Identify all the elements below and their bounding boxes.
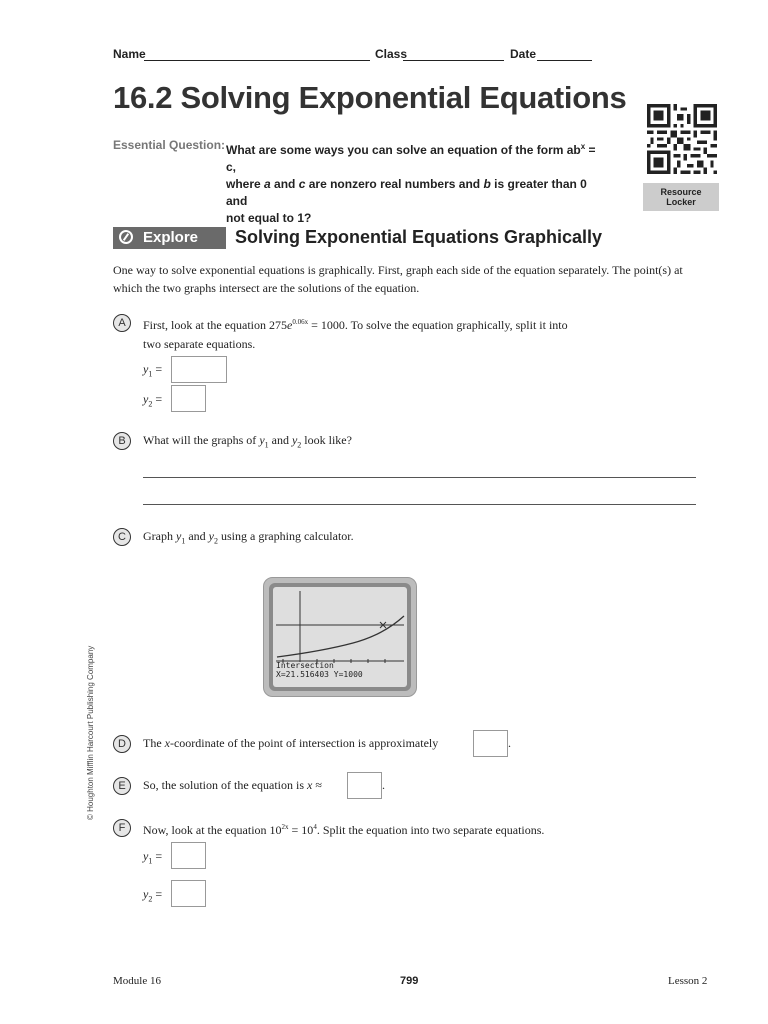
calculator-screenshot [263, 577, 417, 697]
step-badge-a: A [113, 314, 131, 332]
answer-line-b1[interactable] [143, 477, 696, 478]
footer-lesson: Lesson 2 [668, 975, 708, 987]
intro-paragraph: One way to solve exponential equations is graphically. First, graph each side of the equation separately. The point(s) at which the two graphs intersect are the solutions of the equation. [113, 263, 683, 295]
resource-locker-button[interactable]: Resource Locker [643, 183, 719, 211]
step-badge-f: F [113, 819, 131, 837]
step-d-text: The x-coordinate of the point of intersection is approximately [143, 736, 439, 750]
y2-label-a: $y_2$ = [143, 392, 163, 409]
date-label: Date [510, 47, 537, 61]
step-d-period: . [508, 736, 511, 750]
essential-question-label: Essential Question: [113, 138, 226, 152]
step-e-text: So, the solution of the equation is x ≈ [143, 778, 322, 792]
explore-badge: Explore [113, 227, 226, 249]
step-a-text: First, look at the equation $275e^{0.06x} = 1000$. To solve the equation graphically, split it into two separate equations. [143, 318, 568, 351]
qr-code-icon[interactable] [647, 102, 717, 176]
compass-icon [119, 230, 133, 244]
name-field[interactable] [144, 60, 370, 61]
y2-answer-box-a[interactable] [171, 385, 206, 412]
name-label: Name [113, 47, 146, 61]
section-title: Solving Exponential Equations Graphically [235, 227, 603, 247]
step-badge-c: C [113, 528, 131, 546]
y1-label-f: $y_1$ = [143, 849, 163, 866]
y2-label-f: $y_2$ = [143, 887, 163, 904]
calc-label: Intersection [276, 661, 334, 670]
x-coordinate-answer-box[interactable] [473, 730, 508, 757]
solution-answer-box[interactable] [347, 772, 382, 799]
step-e-period: . [382, 778, 385, 792]
copyright-text: © Houghton Mifflin Harcourt Publishing Company [86, 645, 95, 820]
answer-line-b2[interactable] [143, 504, 696, 505]
step-c-text: Graph $y_1$ and $y_2$ using a graphing calculator. [143, 529, 354, 546]
y1-answer-box-f[interactable] [171, 842, 206, 869]
step-f-text: Now, look at the equation $10^{2x} = 10^4$. Split the equation into two separate equations. [143, 823, 545, 837]
step-badge-b: B [113, 432, 131, 450]
y1-answer-box-a[interactable] [171, 356, 227, 383]
step-badge-d: D [113, 735, 131, 753]
class-field[interactable] [403, 60, 504, 61]
page-number: 799 [400, 975, 419, 987]
page-title: 16.2 Solving Exponential Equations [113, 80, 627, 115]
y1-label-a: $y_1$ = [143, 362, 163, 379]
step-b-text: What will the graphs of $y_1$ and $y_2$ look like? [143, 433, 352, 450]
class-label: Class [375, 47, 408, 61]
y2-answer-box-f[interactable] [171, 880, 206, 907]
footer-module: Module 16 [113, 975, 161, 987]
step-badge-e: E [113, 777, 131, 795]
calc-readout: X=21.516403 Y=1000 [276, 670, 363, 679]
essential-question-text: What are some ways you can solve an equation of the form $ab^x = c$, where a and c are nonzero real numbers and b is greater than 0 and not equal to 1? [226, 142, 596, 225]
date-field[interactable] [537, 60, 592, 61]
